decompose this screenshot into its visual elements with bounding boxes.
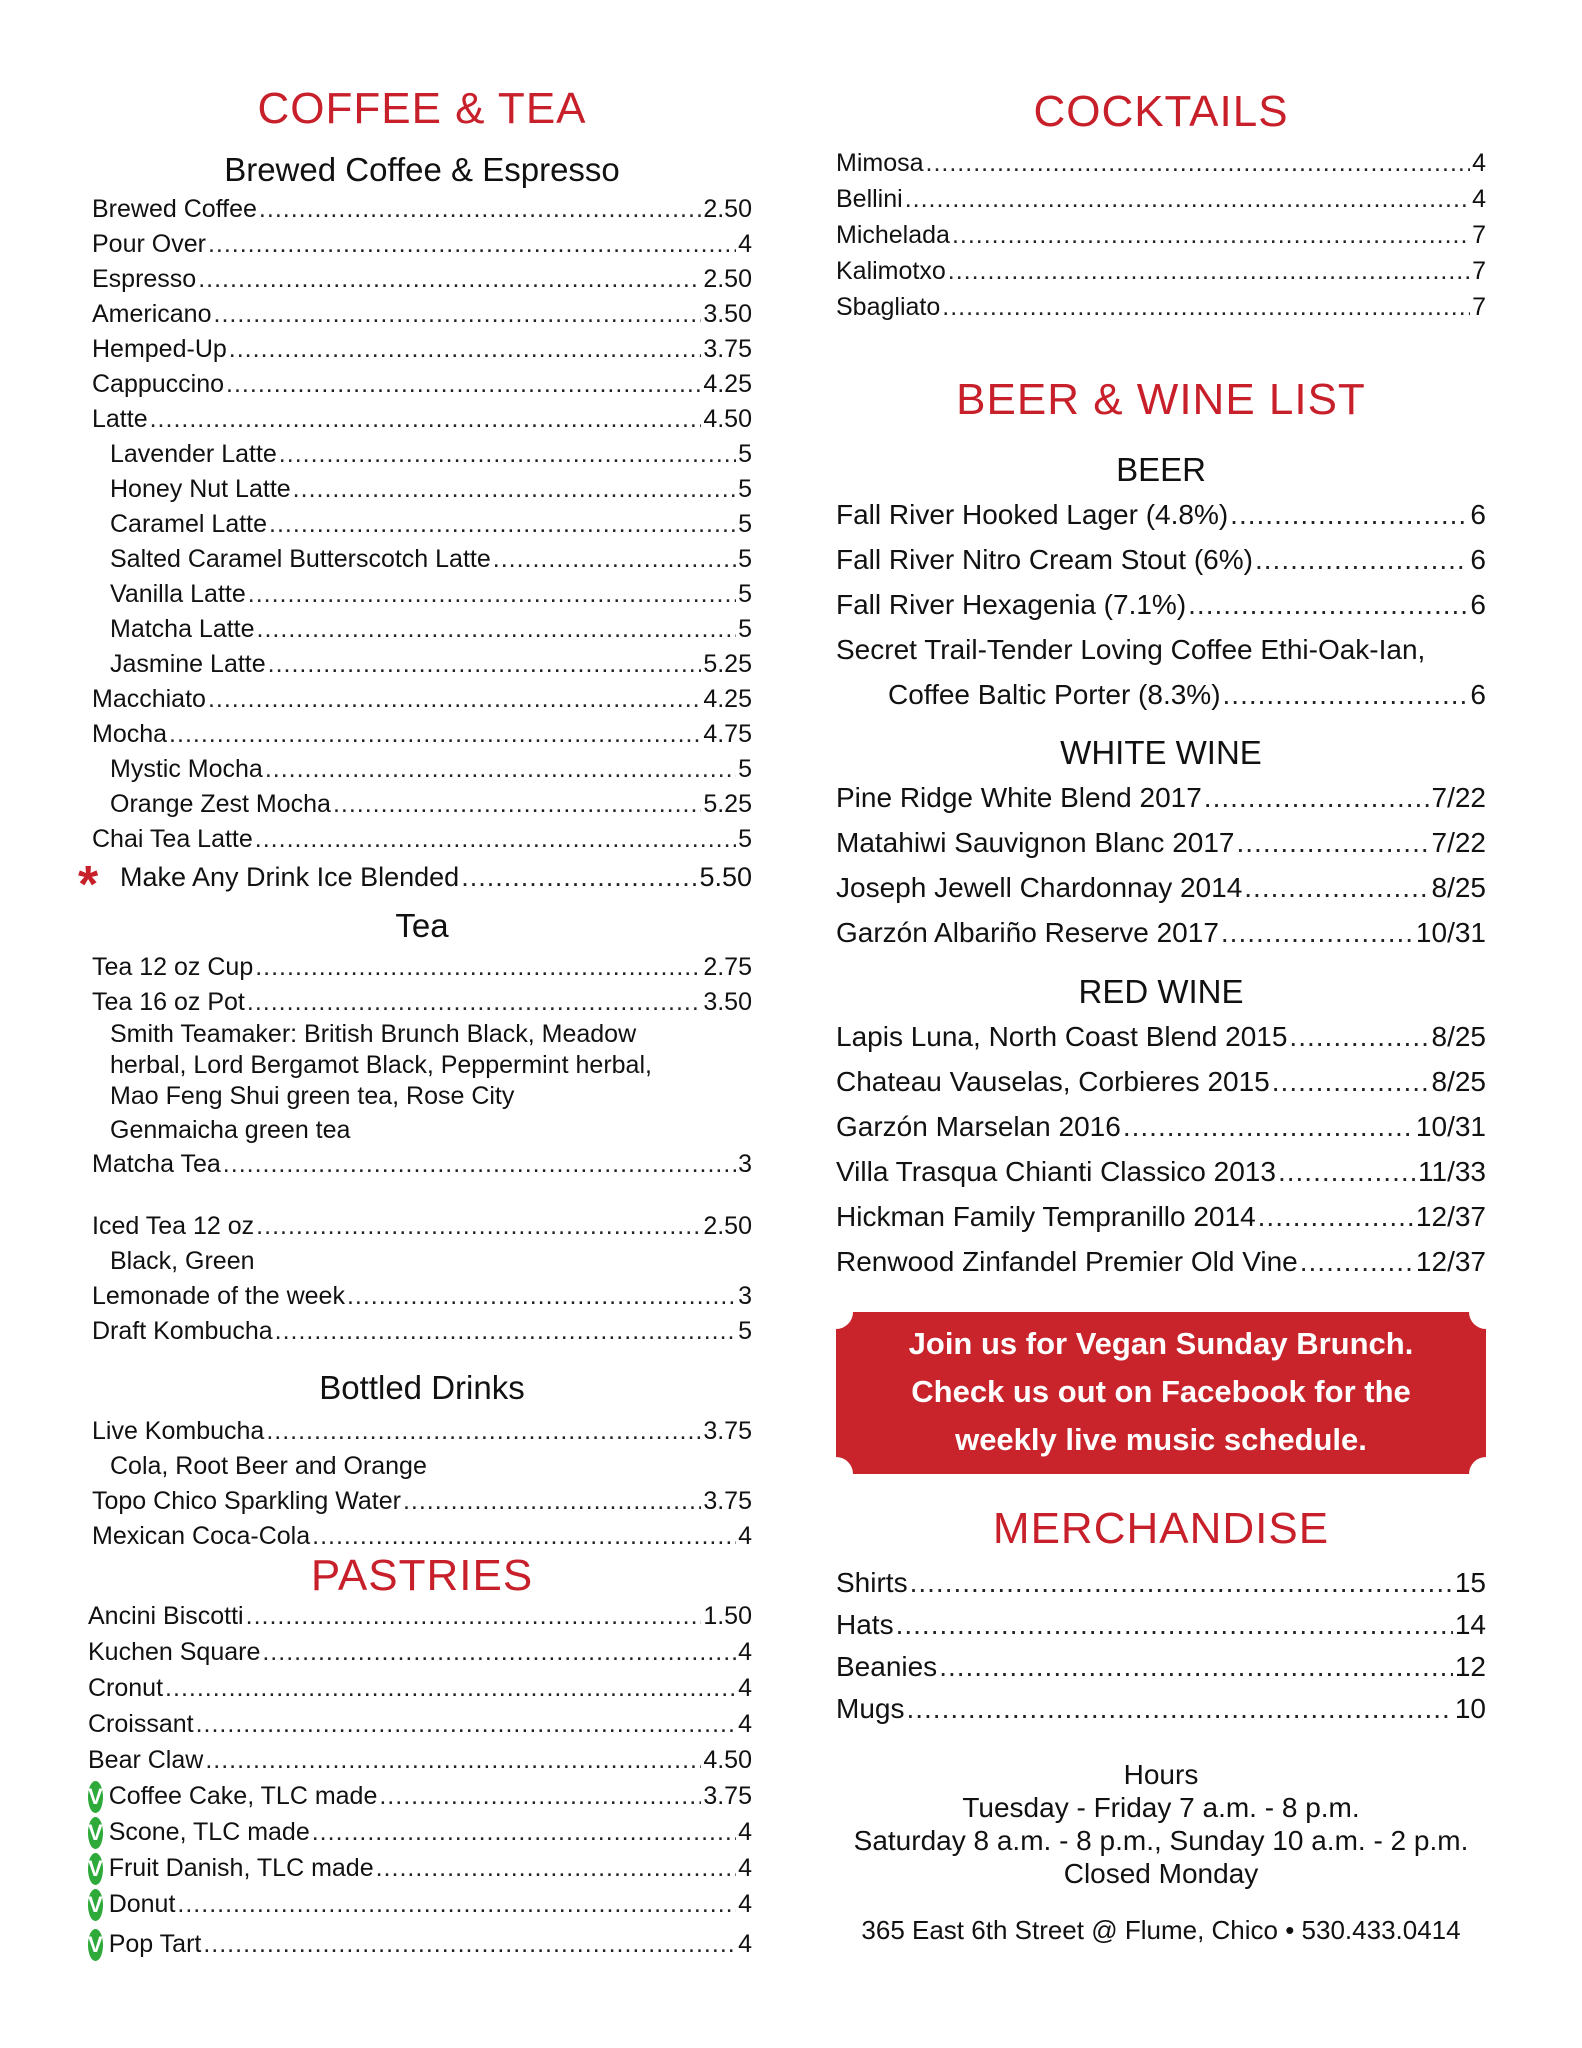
menu-item: V Pop Tart ..... 4 xyxy=(88,1927,752,1961)
menu-item: Matcha Latte ..... 5 xyxy=(92,612,752,646)
beer-wine-title: BEER & WINE LIST xyxy=(956,375,1366,424)
menu-item: Iced Tea 12 oz ..... 2.50 xyxy=(92,1209,752,1243)
menu-item: Mexican Coca-Cola ..... 4 xyxy=(92,1519,752,1553)
star-marker: * xyxy=(78,856,99,914)
menu-item: Hats ..... 14 xyxy=(836,1606,1486,1644)
menu-item: V Donut ..... 4 xyxy=(88,1887,752,1921)
menu-item: Pine Ridge White Blend 2017 ..... 7/22 xyxy=(836,779,1486,817)
menu-item: Jasmine Latte ..... 5.25 xyxy=(92,647,752,681)
menu-item: Bellini ..... 4 xyxy=(836,182,1486,216)
bottled-subtitle: Bottled Drinks xyxy=(319,1369,525,1406)
menu-item: Michelada ..... 7 xyxy=(836,218,1486,252)
coffee-tea-title: COFFEE & TEA xyxy=(257,84,587,133)
brunch-banner xyxy=(836,1312,1486,1474)
tea-note-line: herbal, Lord Bergamot Black, Peppermint herbal, xyxy=(110,1051,652,1079)
menu-item: Ancini Biscotti ..... 1.50 xyxy=(88,1599,752,1633)
menu-item: Kalimotxo ..... 7 xyxy=(836,254,1486,288)
menu-item: Garzón Albariño Reserve 2017 ..... 10/31 xyxy=(836,914,1486,952)
menu-item: V Scone, TLC made ..... 4 xyxy=(88,1815,752,1849)
menu-item: Mystic Mocha ..... 5 xyxy=(92,752,752,786)
menu-item: Draft Kombucha ..... 5 xyxy=(92,1314,752,1348)
menu-item: Chateau Vauselas, Corbieres 2015 ..... 8/25 xyxy=(836,1063,1486,1101)
menu-item: Fall River Hexagenia (7.1%) ..... 6 xyxy=(836,586,1486,624)
banner-line: Join us for Vegan Sunday Brunch. xyxy=(908,1326,1414,1361)
address: 365 East 6th Street @ Flume, Chico • 530.433.0414 xyxy=(861,1915,1461,1945)
merchandise-title: MERCHANDISE xyxy=(992,1504,1330,1553)
vegan-icon: V xyxy=(88,1817,103,1849)
menu-item: V Coffee Cake, TLC made ..... 3.75 xyxy=(88,1779,752,1813)
menu-item: Pour Over ..... 4 xyxy=(92,227,752,261)
menu-item: Mugs ..... 10 xyxy=(836,1690,1486,1728)
hours-line: Saturday 8 a.m. - 8 p.m., Sunday 10 a.m. - 2 p.m. xyxy=(853,1825,1469,1856)
pastries-title: PASTRIES xyxy=(310,1551,534,1600)
menu-item: Shirts ..... 15 xyxy=(836,1564,1486,1602)
hours-line: Tuesday - Friday 7 a.m. - 8 p.m. xyxy=(962,1792,1360,1823)
menu-item: Sbagliato ..... 7 xyxy=(836,290,1486,324)
menu-item: Villa Trasqua Chianti Classico 2013 ..... 11/33 xyxy=(836,1153,1486,1191)
menu-item: Macchiato ..... 4.25 xyxy=(92,682,752,716)
red-wine-subtitle: RED WINE xyxy=(1078,973,1244,1010)
menu-item: Joseph Jewell Chardonnay 2014 ..... 8/25 xyxy=(836,869,1486,907)
vegan-icon: V xyxy=(88,1889,103,1921)
menu-item: Hemped-Up ..... 3.75 xyxy=(92,332,752,366)
brewed-subtitle: Brewed Coffee & Espresso xyxy=(224,151,620,188)
menu-item: Orange Zest Mocha ..... 5.25 xyxy=(92,787,752,821)
tea-note-line: Smith Teamaker: British Brunch Black, Meadow xyxy=(110,1020,637,1048)
menu-item: Salted Caramel Butterscotch Latte ..... 5 xyxy=(92,542,752,576)
vegan-icon: V xyxy=(88,1853,103,1885)
cocktails-title: COCKTAILS xyxy=(1033,87,1289,136)
tea-note-line: Mao Feng Shui green tea, Rose City xyxy=(110,1082,515,1110)
menu-item: Tea 12 oz Cup ..... 2.75 xyxy=(92,950,752,984)
menu-item: Latte ..... 4.50 xyxy=(92,402,752,436)
menu-item: Secret Trail-Tender Loving Coffee Ethi-Oak-Ian, xyxy=(836,634,1426,665)
menu-item: Tea 16 oz Pot ..... 3.50 xyxy=(92,985,752,1019)
menu-item: Live Kombucha ..... 3.75 xyxy=(92,1414,752,1448)
iced-tea-note: Black, Green xyxy=(110,1247,255,1275)
menu-item: Espresso ..... 2.50 xyxy=(92,262,752,296)
menu-item: Matcha Tea ..... 3 xyxy=(92,1147,752,1181)
menu-item: Cappuccino ..... 4.25 xyxy=(92,367,752,401)
beer-subtitle: BEER xyxy=(1116,451,1206,488)
menu-item: Coffee Baltic Porter (8.3%) ..... 6 xyxy=(888,676,1486,714)
menu-item: V Fruit Danish, TLC made ..... 4 xyxy=(88,1851,752,1885)
menu-item: Fall River Hooked Lager (4.8%) ..... 6 xyxy=(836,496,1486,534)
hours-title: Hours xyxy=(1123,1759,1199,1790)
menu-item: Brewed Coffee ..... 2.50 xyxy=(92,192,752,226)
tea-subtitle: Tea xyxy=(395,907,449,944)
hours-line: Closed Monday xyxy=(1063,1858,1259,1889)
menu-item: Bear Claw ..... 4.50 xyxy=(88,1743,752,1777)
menu-item: Kuchen Square ..... 4 xyxy=(88,1635,752,1669)
menu-item: Mocha ..... 4.75 xyxy=(92,717,752,751)
menu-item: Hickman Family Tempranillo 2014 ..... 12/37 xyxy=(836,1198,1486,1236)
vegan-icon: V xyxy=(88,1781,103,1813)
menu-item: Vanilla Latte ..... 5 xyxy=(92,577,752,611)
menu-item: Chai Tea Latte ..... 5 xyxy=(92,822,752,856)
menu-item: Lemonade of the week ..... 3 xyxy=(92,1279,752,1313)
menu-item: Mimosa ..... 4 xyxy=(836,146,1486,180)
menu-item: Lavender Latte ..... 5 xyxy=(92,437,752,471)
menu-item: Matahiwi Sauvignon Blanc 2017 ..... 7/22 xyxy=(836,824,1486,862)
vegan-icon: V xyxy=(88,1929,103,1961)
banner-line: Check us out on Facebook for the xyxy=(911,1374,1411,1409)
menu-item: Garzón Marselan 2016 ..... 10/31 xyxy=(836,1108,1486,1146)
menu-item: Fall River Nitro Cream Stout (6%) ..... 6 xyxy=(836,541,1486,579)
bottled-note: Cola, Root Beer and Orange xyxy=(110,1452,427,1480)
menu-item: Croissant ..... 4 xyxy=(88,1707,752,1741)
menu-item: Topo Chico Sparkling Water ..... 3.75 xyxy=(92,1484,752,1518)
tea-note-line: Genmaicha green tea xyxy=(110,1116,351,1144)
menu-item: Lapis Luna, North Coast Blend 2015 ..... 8/25 xyxy=(836,1018,1486,1056)
menu-item: Beanies ..... 12 xyxy=(836,1648,1486,1686)
menu-item: Cronut ..... 4 xyxy=(88,1671,752,1705)
menu-item: Make Any Drink Ice Blended ..... 5.50 xyxy=(120,860,752,894)
menu-item: Americano ..... 3.50 xyxy=(92,297,752,331)
menu-item: Caramel Latte ..... 5 xyxy=(92,507,752,541)
menu-item: Honey Nut Latte ..... 5 xyxy=(92,472,752,506)
white-wine-subtitle: WHITE WINE xyxy=(1060,734,1262,771)
banner-line: weekly live music schedule. xyxy=(955,1422,1367,1457)
menu-item: Renwood Zinfandel Premier Old Vine ..... 12/37 xyxy=(836,1243,1486,1281)
